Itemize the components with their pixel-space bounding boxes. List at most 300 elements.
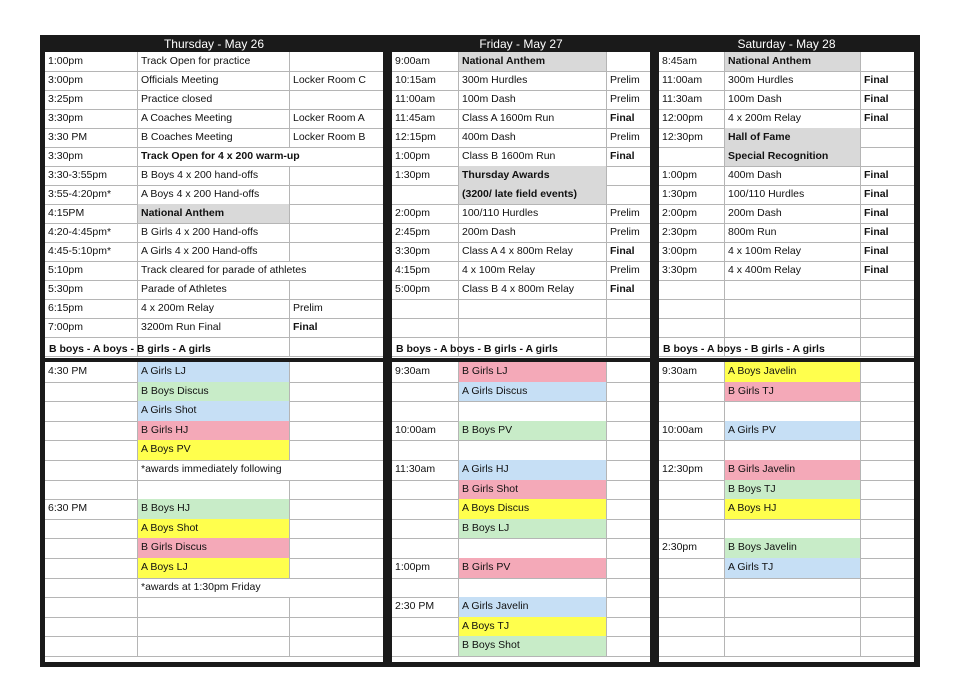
time-cell <box>659 401 725 421</box>
field-row <box>45 578 383 599</box>
note-cell <box>607 318 650 337</box>
note-cell <box>607 597 650 617</box>
event-cell: (3200/ late field events) <box>459 185 607 204</box>
event-cell: A Boys HJ <box>725 499 861 519</box>
event-cell <box>725 280 861 299</box>
time-cell <box>659 558 725 578</box>
track-row <box>659 223 914 243</box>
event-cell: 400m Dash <box>459 128 607 147</box>
note-cell: Final <box>864 187 889 200</box>
field-row <box>392 519 650 540</box>
note-cell <box>290 223 383 242</box>
event-cell <box>459 538 607 558</box>
time-cell <box>392 636 459 656</box>
time-cell <box>45 558 138 578</box>
time-cell <box>45 636 138 656</box>
time-cell: 2:30pm <box>659 223 725 242</box>
time-cell <box>45 597 138 617</box>
note-cell: Final <box>610 111 635 124</box>
group-order-label: B boys - A boys - B girls - A girls <box>49 343 211 355</box>
field-row <box>659 558 914 579</box>
note-cell <box>290 636 383 656</box>
time-cell: 11:45am <box>392 109 459 128</box>
time-cell <box>45 460 138 480</box>
time-cell: 3:30pm <box>45 109 138 128</box>
field-row <box>392 460 650 481</box>
note-cell: Final <box>610 149 635 162</box>
track-row <box>659 318 914 338</box>
event-cell: Special Recognition <box>725 147 861 166</box>
time-cell: 1:30pm <box>392 166 459 185</box>
event-cell: A Boys PV <box>138 440 290 460</box>
track-row <box>659 128 914 148</box>
note-cell <box>607 480 650 500</box>
time-cell <box>392 617 459 637</box>
event-cell: National Anthem <box>725 52 861 71</box>
event-cell: 100/110 Hurdles <box>725 185 861 204</box>
event-cell: Class A 4 x 800m Relay <box>459 242 607 261</box>
note-cell <box>607 538 650 558</box>
note-cell <box>607 617 650 637</box>
event-cell: 300m Hurdles <box>725 71 861 90</box>
note-cell <box>290 90 383 109</box>
note-cell <box>607 578 650 598</box>
event-cell: B Girls Discus <box>138 538 290 558</box>
time-cell: 1:30pm <box>659 185 725 204</box>
field-row <box>659 538 914 559</box>
time-cell: 4:15pm <box>392 261 459 280</box>
note-cell <box>607 440 650 460</box>
note-cell <box>290 401 383 421</box>
event-cell: 200m Dash <box>725 204 861 223</box>
field-row <box>45 558 383 579</box>
day-header: Saturday - May 28 <box>659 35 914 52</box>
note-cell <box>861 421 914 441</box>
note-cell <box>861 52 914 71</box>
event-cell: 400m Dash <box>725 166 861 185</box>
event-cell <box>459 401 607 421</box>
event-cell <box>138 636 290 656</box>
time-cell <box>659 617 725 637</box>
time-cell <box>45 440 138 460</box>
note-cell: Final <box>864 168 889 181</box>
event-cell <box>138 480 290 500</box>
event-cell: 800m Run <box>725 223 861 242</box>
time-cell <box>392 480 459 500</box>
event-cell: A Girls TJ <box>725 558 861 578</box>
event-cell <box>459 440 607 460</box>
field-row <box>659 636 914 657</box>
event-cell: Class B 4 x 800m Relay <box>459 280 607 299</box>
event-cell: 4 x 200m Relay <box>138 299 290 318</box>
event-cell: A Girls Shot <box>138 401 290 421</box>
track-row <box>392 147 650 167</box>
time-cell: 3:55-4:20pm* <box>45 185 138 204</box>
group-order-label: B boys - A boys - B girls - A girls <box>396 343 558 355</box>
note-cell: Locker Room A <box>293 111 365 124</box>
field-row <box>45 362 383 383</box>
time-cell: 6:30 PM <box>45 499 138 519</box>
event-cell: A Boys Discus <box>459 499 607 519</box>
field-row <box>45 401 383 422</box>
event-cell: Officials Meeting <box>138 71 290 90</box>
event-cell: A Boys 4 x 200 Hand-offs <box>138 185 290 204</box>
time-cell: 5:00pm <box>392 280 459 299</box>
time-cell: 10:00am <box>659 421 725 441</box>
time-cell <box>392 299 459 318</box>
time-cell <box>392 519 459 539</box>
note-cell <box>607 382 650 402</box>
track-row <box>659 166 914 186</box>
note-cell <box>861 636 914 656</box>
time-cell <box>392 185 459 204</box>
event-cell: Thursday Awards <box>459 166 607 185</box>
time-cell: 6:15pm <box>45 299 138 318</box>
time-cell: 1:00pm <box>45 52 138 71</box>
track-row <box>45 71 383 91</box>
event-cell: 4 x 100m Relay <box>725 242 861 261</box>
day-column <box>659 35 914 662</box>
track-row <box>45 185 383 205</box>
time-cell <box>392 578 459 598</box>
note-cell: Final <box>293 320 318 333</box>
time-cell: 10:00am <box>392 421 459 441</box>
track-row <box>45 318 383 338</box>
note-cell <box>290 440 383 460</box>
time-cell: 3:30-3:55pm <box>45 166 138 185</box>
field-row <box>659 460 914 481</box>
note-cell: Prelim <box>610 225 640 238</box>
track-row <box>392 185 650 205</box>
time-cell: 5:30pm <box>45 280 138 299</box>
time-cell <box>659 280 725 299</box>
event-cell: Practice closed <box>138 90 290 109</box>
event-cell: B Boys 4 x 200 hand-offs <box>138 166 290 185</box>
track-row <box>659 52 914 72</box>
event-cell: 200m Dash <box>459 223 607 242</box>
track-row <box>392 90 650 110</box>
time-cell: 3:00pm <box>45 71 138 90</box>
event-cell: B Girls PV <box>459 558 607 578</box>
track-row <box>45 52 383 72</box>
track-row <box>45 147 383 167</box>
track-row <box>392 261 650 281</box>
track-row <box>659 261 914 281</box>
time-cell: 12:30pm <box>659 128 725 147</box>
event-cell: 300m Hurdles <box>459 71 607 90</box>
event-cell: B Girls HJ <box>138 421 290 441</box>
time-cell <box>659 499 725 519</box>
event-cell: 4 x 100m Relay <box>459 261 607 280</box>
track-row <box>392 242 650 262</box>
track-row <box>659 71 914 91</box>
note-cell <box>607 636 650 656</box>
event-cell <box>459 578 607 598</box>
track-row <box>45 280 383 300</box>
field-row <box>659 362 914 383</box>
time-cell: 4:45-5:10pm* <box>45 242 138 261</box>
track-row <box>392 128 650 148</box>
field-row <box>45 519 383 540</box>
event-cell: B Boys Javelin <box>725 538 861 558</box>
field-row <box>392 382 650 403</box>
day-column <box>392 35 650 662</box>
track-row <box>392 318 650 338</box>
day-header: Friday - May 27 <box>392 35 650 52</box>
track-row <box>659 90 914 110</box>
event-cell: Track cleared for parade of athletes <box>141 263 307 276</box>
event-cell: *awards at 1:30pm Friday <box>141 580 261 593</box>
event-cell: A Girls 4 x 200 Hand-offs <box>138 242 290 261</box>
track-row <box>392 166 650 186</box>
time-cell <box>659 147 725 166</box>
note-cell <box>290 421 383 441</box>
time-cell: 3:30pm <box>392 242 459 261</box>
time-cell: 9:30am <box>659 362 725 382</box>
note-cell <box>861 440 914 460</box>
note-cell <box>861 280 914 299</box>
note-cell: Final <box>864 225 889 238</box>
event-cell: Class A 1600m Run <box>459 109 607 128</box>
time-cell <box>45 401 138 421</box>
note-cell <box>290 617 383 637</box>
event-cell: 100/110 Hurdles <box>459 204 607 223</box>
time-cell: 11:00am <box>659 71 725 90</box>
time-cell <box>392 318 459 337</box>
event-cell: Hall of Fame <box>725 128 861 147</box>
note-cell <box>861 362 914 382</box>
event-cell: B Girls Shot <box>459 480 607 500</box>
track-row <box>659 109 914 129</box>
field-row <box>392 636 650 657</box>
note-cell <box>861 617 914 637</box>
event-cell: 100m Dash <box>459 90 607 109</box>
time-cell <box>392 538 459 558</box>
time-cell: 12:00pm <box>659 109 725 128</box>
time-cell: 1:00pm <box>392 558 459 578</box>
time-cell <box>659 480 725 500</box>
time-cell: 3:30pm <box>45 147 138 166</box>
note-cell <box>290 480 383 500</box>
track-row <box>45 90 383 110</box>
note-cell <box>290 499 383 519</box>
event-cell: A Girls PV <box>725 421 861 441</box>
note-cell <box>290 52 383 71</box>
event-cell: National Anthem <box>138 204 290 223</box>
note-cell <box>861 558 914 578</box>
time-cell: 2:00pm <box>659 204 725 223</box>
track-row <box>392 71 650 91</box>
day-column <box>45 35 383 662</box>
note-cell <box>861 299 914 318</box>
field-row <box>392 578 650 599</box>
note-cell <box>607 499 650 519</box>
time-cell <box>392 401 459 421</box>
time-cell: 2:45pm <box>392 223 459 242</box>
time-cell: 2:00pm <box>392 204 459 223</box>
note-cell <box>861 499 914 519</box>
time-cell: 1:00pm <box>659 166 725 185</box>
time-cell: 2:30 PM <box>392 597 459 617</box>
event-cell <box>459 299 607 318</box>
track-row <box>45 166 383 186</box>
note-cell <box>290 597 383 617</box>
time-cell: 9:30am <box>392 362 459 382</box>
track-row <box>659 185 914 205</box>
field-row <box>392 538 650 559</box>
time-cell: 5:10pm <box>45 261 138 280</box>
field-row <box>392 362 650 383</box>
time-cell: 3:25pm <box>45 90 138 109</box>
event-cell <box>725 401 861 421</box>
note-cell <box>861 382 914 402</box>
note-cell: Prelim <box>293 301 323 314</box>
note-cell: Prelim <box>610 73 640 86</box>
field-row <box>659 597 914 618</box>
event-cell: *awards immediately following <box>141 463 282 476</box>
event-cell: A Boys LJ <box>138 558 290 578</box>
time-cell <box>45 519 138 539</box>
note-cell <box>290 558 383 578</box>
track-row <box>392 52 650 72</box>
note-cell <box>290 382 383 402</box>
note-cell <box>290 242 383 261</box>
note-cell <box>290 519 383 539</box>
event-cell: 4 x 200m Relay <box>725 109 861 128</box>
event-cell <box>138 597 290 617</box>
track-row <box>45 128 383 148</box>
time-cell <box>45 578 138 598</box>
event-cell: B Girls Javelin <box>725 460 861 480</box>
time-cell <box>392 440 459 460</box>
note-cell <box>607 401 650 421</box>
note-cell <box>290 166 383 185</box>
event-cell: National Anthem <box>459 52 607 71</box>
track-row <box>392 280 650 300</box>
note-cell: Final <box>864 244 889 257</box>
field-row <box>45 617 383 638</box>
track-row <box>659 299 914 319</box>
event-cell: B Boys Discus <box>138 382 290 402</box>
event-cell <box>725 636 861 656</box>
event-cell <box>725 597 861 617</box>
note-cell <box>607 558 650 578</box>
time-cell: 4:15PM <box>45 204 138 223</box>
track-row <box>659 147 914 167</box>
note-cell <box>861 480 914 500</box>
event-cell: Track Open for practice <box>138 52 290 71</box>
time-cell <box>45 480 138 500</box>
event-cell <box>138 617 290 637</box>
note-cell <box>861 519 914 539</box>
note-cell: Final <box>864 111 889 124</box>
track-row <box>659 242 914 262</box>
event-cell: 4 x 400m Relay <box>725 261 861 280</box>
track-row <box>392 204 650 224</box>
event-cell <box>725 440 861 460</box>
event-cell: 100m Dash <box>725 90 861 109</box>
track-row <box>45 109 383 129</box>
event-cell: B Girls 4 x 200 Hand-offs <box>138 223 290 242</box>
note-cell: Locker Room B <box>293 130 366 143</box>
time-cell: 9:00am <box>392 52 459 71</box>
event-cell <box>725 318 861 337</box>
field-row <box>659 578 914 599</box>
note-cell: Final <box>864 73 889 86</box>
track-row <box>659 280 914 300</box>
note-cell <box>861 578 914 598</box>
time-cell: 11:30am <box>392 460 459 480</box>
time-cell: 12:30pm <box>659 460 725 480</box>
track-row <box>45 299 383 319</box>
time-cell: 2:30pm <box>659 538 725 558</box>
event-cell: A Girls Discus <box>459 382 607 402</box>
note-cell <box>861 538 914 558</box>
note-cell: Final <box>864 92 889 105</box>
note-cell: Final <box>864 206 889 219</box>
event-cell: A Boys Shot <box>138 519 290 539</box>
note-cell <box>607 421 650 441</box>
event-cell: A Boys Javelin <box>725 362 861 382</box>
field-row <box>659 617 914 638</box>
field-row <box>392 499 650 520</box>
note-cell <box>607 52 650 71</box>
field-row <box>45 440 383 461</box>
track-row <box>659 204 914 224</box>
note-cell: Final <box>610 282 635 295</box>
note-cell: Locker Room C <box>293 73 366 86</box>
note-cell <box>290 362 383 382</box>
note-cell <box>290 204 383 223</box>
field-row <box>392 617 650 638</box>
field-row <box>45 636 383 657</box>
day-header: Thursday - May 26 <box>45 35 383 52</box>
time-cell <box>659 299 725 318</box>
field-row <box>45 597 383 618</box>
event-cell <box>725 578 861 598</box>
note-cell <box>607 166 650 185</box>
track-row <box>45 204 383 224</box>
event-cell: B Girls LJ <box>459 362 607 382</box>
time-cell: 4:20-4:45pm* <box>45 223 138 242</box>
event-cell: B Boys HJ <box>138 499 290 519</box>
time-cell: 8:45am <box>659 52 725 71</box>
time-cell <box>392 499 459 519</box>
event-cell: B Boys TJ <box>725 480 861 500</box>
field-row <box>659 382 914 403</box>
event-cell: B Girls TJ <box>725 382 861 402</box>
field-row <box>659 519 914 540</box>
time-cell <box>659 440 725 460</box>
track-row <box>392 299 650 319</box>
time-cell <box>659 578 725 598</box>
event-cell <box>459 318 607 337</box>
field-row <box>659 401 914 422</box>
time-cell: 3:30pm <box>659 261 725 280</box>
time-cell: 3:00pm <box>659 242 725 261</box>
time-cell: 12:15pm <box>392 128 459 147</box>
event-cell: A Boys TJ <box>459 617 607 637</box>
time-cell: 11:30am <box>659 90 725 109</box>
time-cell: 1:00pm <box>392 147 459 166</box>
group-order-label: B boys - A boys - B girls - A girls <box>663 343 825 355</box>
event-cell: A Girls Javelin <box>459 597 607 617</box>
event-cell: A Girls LJ <box>138 362 290 382</box>
time-cell <box>392 382 459 402</box>
field-row <box>392 558 650 579</box>
track-row <box>45 242 383 262</box>
time-cell: 11:00am <box>392 90 459 109</box>
